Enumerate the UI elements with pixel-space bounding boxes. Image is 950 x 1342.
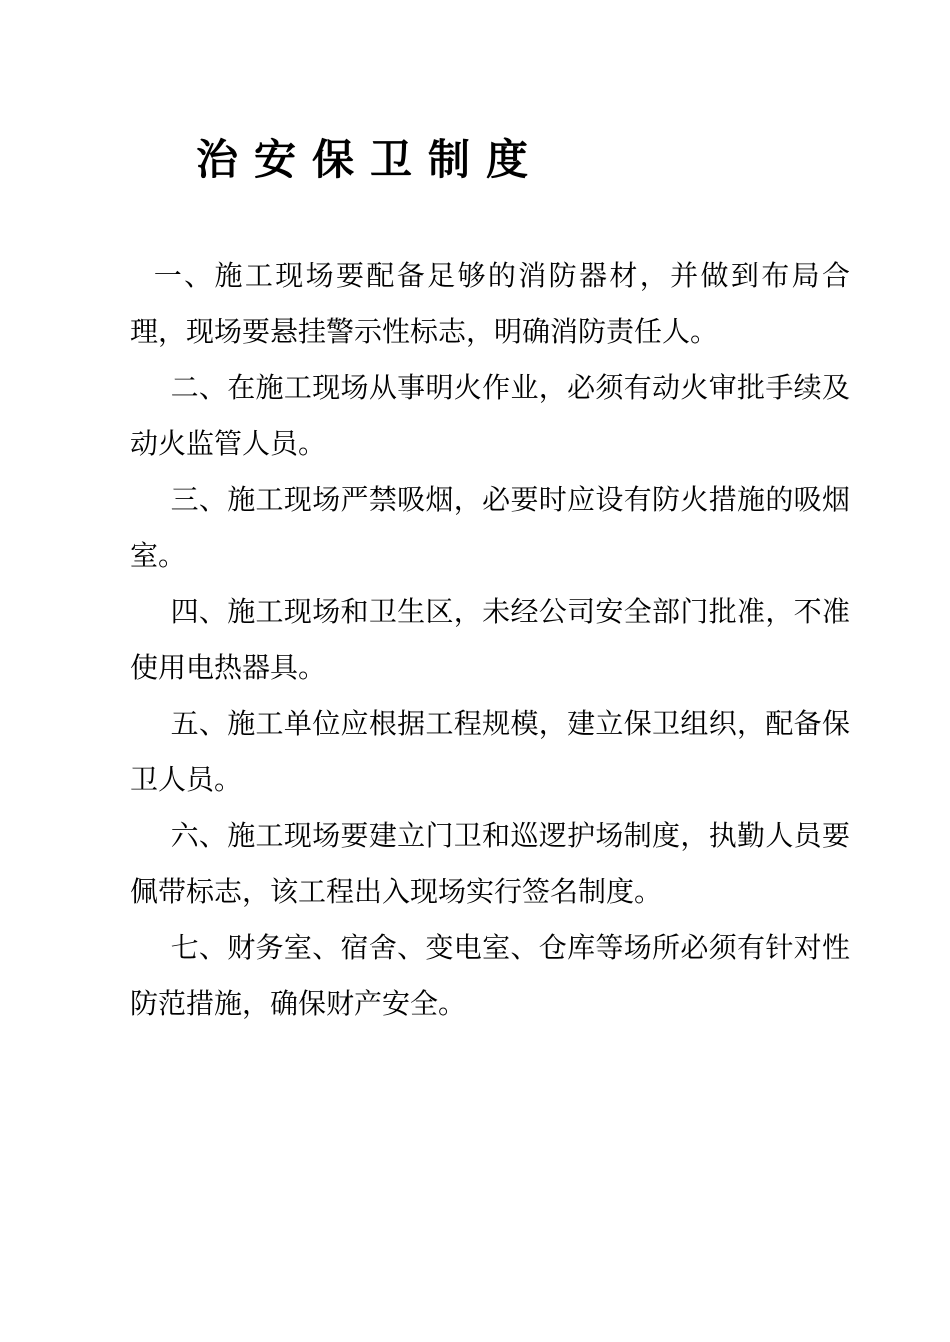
paragraph-3: 三、施工现场严禁吸烟，必要时应设有防火措施的吸烟室。 (130, 483, 850, 572)
paragraph-1: 一、施工现场要配备足够的消防器材，并做到布局合理，现场要悬挂警示性标志，明确消防责任人。 (130, 259, 850, 348)
paragraph-5: 五、施工单位应根据工程规模，建立保卫组织，配备保卫人员。 (130, 707, 850, 796)
paragraph-4: 四、施工现场和卫生区，未经公司安全部门批准，不准使用电热器具。 (130, 595, 850, 684)
document-body (130, 248, 850, 1032)
paragraph-7: 七、财务室、宿舍、变电室、仓库等场所必须有针对性防范措施，确保财产安全。 (130, 931, 850, 1020)
paragraph-2: 二、在施工现场从事明火作业，必须有动火审批手续及动火监管人员。 (130, 371, 850, 460)
document-title: 治安保卫制度 (196, 135, 545, 184)
paragraph-6: 六、施工现场要建立门卫和巡逻护场制度，执勤人员要佩带标志，该工程出入现场实行签名制度。 (130, 819, 850, 908)
